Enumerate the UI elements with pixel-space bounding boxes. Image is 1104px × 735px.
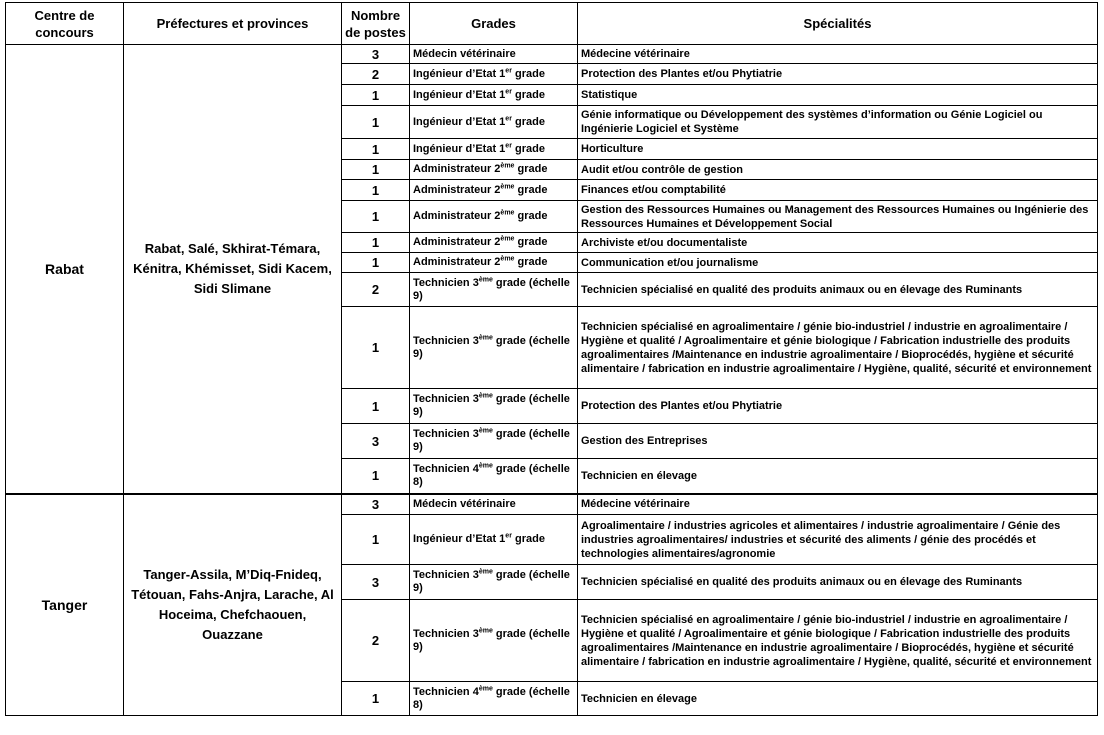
postes-cell: 2 — [342, 64, 410, 85]
table-row — [6, 45, 1098, 64]
specialite-cell: Protection des Plantes et/ou Phytiatrie — [578, 64, 1098, 85]
specialite-cell: Médecine vétérinaire — [578, 45, 1098, 64]
postes-cell: 1 — [342, 180, 410, 201]
grade-cell: Administrateur 2ème grade — [410, 201, 578, 233]
specialite-cell: Technicien spécialisé en qualité des produits animaux ou en élevage des Ruminants — [578, 273, 1098, 307]
table-row — [6, 494, 1098, 515]
specialite-cell: Communication et/ou journalisme — [578, 253, 1098, 273]
provinces-cell: Rabat, Salé, Skhirat-Témara, Kénitra, Khémisset, Sidi Kacem, Sidi Slimane — [124, 45, 342, 494]
specialite-cell: Finances et/ou comptabilité — [578, 180, 1098, 201]
grade-cell: Ingénieur d’Etat 1er grade — [410, 85, 578, 106]
grade-cell: Administrateur 2ème grade — [410, 180, 578, 201]
postes-cell: 1 — [342, 307, 410, 389]
postes-cell: 1 — [342, 106, 410, 139]
grade-cell: Technicien 4ème grade (échelle 8) — [410, 459, 578, 494]
postes-cell: 3 — [342, 424, 410, 459]
recruitment-table — [5, 2, 1098, 716]
specialite-cell: Agroalimentaire / industries agricoles et alimentaires / industrie agroalimentaire / Génie des industries agroalimentaires/ industries et sécurité des aliments / génie des procédés et technologies alimentaires/agronomie — [578, 515, 1098, 565]
postes-cell: 1 — [342, 459, 410, 494]
table-body — [6, 45, 1098, 716]
postes-cell: 1 — [342, 233, 410, 253]
postes-cell: 2 — [342, 600, 410, 682]
postes-cell: 1 — [342, 253, 410, 273]
grade-cell: Technicien 3ème grade (échelle 9) — [410, 389, 578, 424]
grade-cell: Technicien 4ème grade (échelle 8) — [410, 682, 578, 716]
specialite-cell: Gestion des Ressources Humaines ou Management des Ressources Humaines ou Ingénierie des Ressources Humaines et Développement Social — [578, 201, 1098, 233]
specialite-cell: Archiviste et/ou documentaliste — [578, 233, 1098, 253]
header-specialites: Spécialités — [578, 3, 1098, 45]
grade-cell: Médecin vétérinaire — [410, 45, 578, 64]
specialite-cell: Technicien en élevage — [578, 682, 1098, 716]
grade-cell: Technicien 3ème grade (échelle 9) — [410, 273, 578, 307]
header-centre: Centre de concours — [6, 3, 124, 45]
specialite-cell: Génie informatique ou Développement des systèmes d’information ou Génie Logiciel ou Ingénierie Logiciel et Système — [578, 106, 1098, 139]
grade-cell: Administrateur 2ème grade — [410, 160, 578, 180]
specialite-cell: Médecine vétérinaire — [578, 494, 1098, 515]
specialite-cell: Technicien spécialisé en agroalimentaire / génie bio-industriel / industrie en agroalimentaire / Hygiène et qualité / Agroalimentaire et génie biologique / Fabrication industrielle des produits agroalimentaires /Maintenance en industrie agroalimentaire / Bioprocédés, hygiène et sécurité alimentaire / fabrication en industrie agroalimentaire / Hygiène, qualité, sécurité et environnement — [578, 307, 1098, 389]
postes-cell: 3 — [342, 45, 410, 64]
postes-cell: 3 — [342, 494, 410, 515]
grade-cell: Technicien 3ème grade (échelle 9) — [410, 600, 578, 682]
grade-cell: Médecin vétérinaire — [410, 494, 578, 515]
grade-cell: Administrateur 2ème grade — [410, 233, 578, 253]
postes-cell: 1 — [342, 160, 410, 180]
grade-cell: Technicien 3ème grade (échelle 9) — [410, 424, 578, 459]
specialite-cell: Technicien spécialisé en qualité des produits animaux ou en élevage des Ruminants — [578, 565, 1098, 600]
header-grades: Grades — [410, 3, 578, 45]
grade-cell: Ingénieur d’Etat 1er grade — [410, 139, 578, 160]
grade-cell: Ingénieur d’Etat 1er grade — [410, 106, 578, 139]
specialite-cell: Audit et/ou contrôle de gestion — [578, 160, 1098, 180]
postes-cell: 1 — [342, 201, 410, 233]
provinces-cell: Tanger-Assila, M’Diq-Fnideq, Tétouan, Fahs-Anjra, Larache, Al Hoceima, Chefchaouen, Ouazzane — [124, 494, 342, 716]
grade-cell: Administrateur 2ème grade — [410, 253, 578, 273]
postes-cell: 3 — [342, 565, 410, 600]
grade-cell: Technicien 3ème grade (échelle 9) — [410, 307, 578, 389]
centre-cell: Rabat — [6, 45, 124, 494]
specialite-cell: Statistique — [578, 85, 1098, 106]
grade-cell: Ingénieur d’Etat 1er grade — [410, 64, 578, 85]
specialite-cell: Protection des Plantes et/ou Phytiatrie — [578, 389, 1098, 424]
specialite-cell: Technicien en élevage — [578, 459, 1098, 494]
header-provinces: Préfectures et provinces — [124, 3, 342, 45]
specialite-cell: Gestion des Entreprises — [578, 424, 1098, 459]
postes-cell: 1 — [342, 85, 410, 106]
centre-cell: Tanger — [6, 494, 124, 716]
postes-cell: 1 — [342, 682, 410, 716]
specialite-cell: Horticulture — [578, 139, 1098, 160]
postes-cell: 1 — [342, 139, 410, 160]
header-postes: Nombre de postes — [342, 3, 410, 45]
postes-cell: 1 — [342, 389, 410, 424]
grade-cell: Ingénieur d’Etat 1er grade — [410, 515, 578, 565]
postes-cell: 2 — [342, 273, 410, 307]
grade-cell: Technicien 3ème grade (échelle 9) — [410, 565, 578, 600]
specialite-cell: Technicien spécialisé en agroalimentaire / génie bio-industriel / industrie en agroalimentaire / Hygiène et qualité / Agroalimentaire et génie biologique / Fabrication industrielle des produits agroalimentaires /Maintenance en industrie agroalimentaire / Bioprocédés, hygiène et sécurité alimentaire / fabrication en industrie agroalimentaire / Hygiène, qualité, sécurité et environnement — [578, 600, 1098, 682]
postes-cell: 1 — [342, 515, 410, 565]
